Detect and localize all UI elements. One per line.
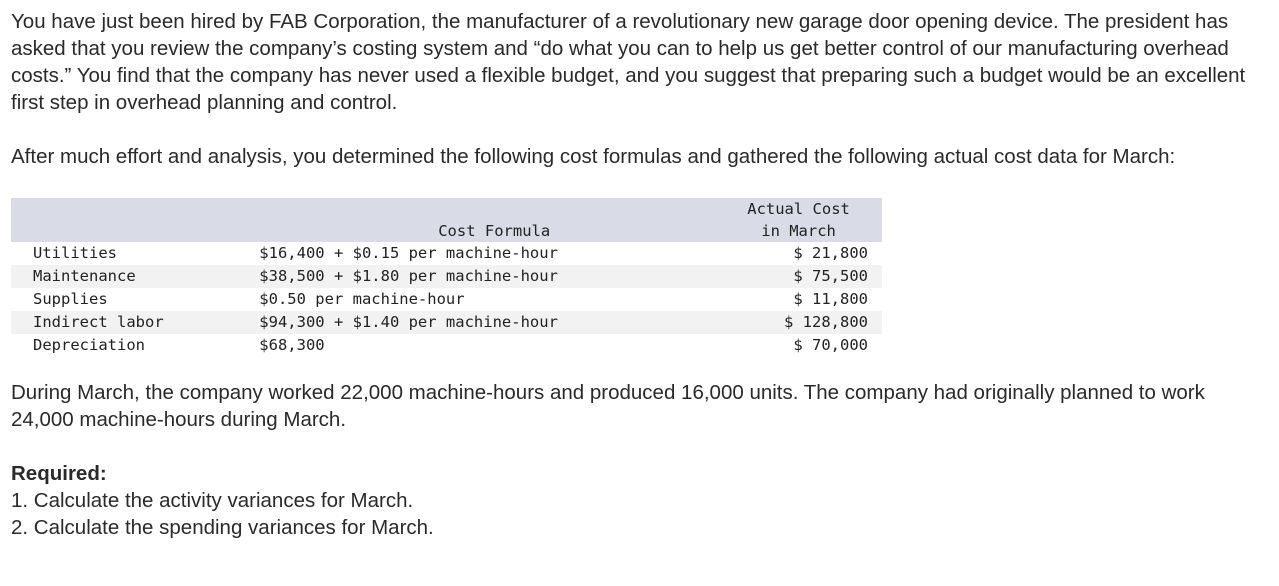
row-item: Supplies xyxy=(33,290,108,308)
march-activity-paragraph: During March, the company worked 22,000 machine-hours and produced 16,000 units. The company had originally planned to work 24,000 machine-hours during March. xyxy=(11,381,1205,431)
table-row xyxy=(11,265,882,288)
row-formula: $0.50 per machine-hour xyxy=(259,290,465,308)
analysis-paragraph: After much effort and analysis, you determined the following cost formulas and gathered the following actual cost data for March: xyxy=(11,145,1176,168)
header-actual-line1: Actual Cost xyxy=(747,200,850,218)
row-actual: $ 128,800 xyxy=(729,311,882,334)
header-actual-line2: in March xyxy=(761,222,836,240)
table-row xyxy=(11,242,882,265)
table-header-row xyxy=(11,198,882,242)
row-formula: $16,400 + $0.15 per machine-hour xyxy=(259,244,558,262)
table-row xyxy=(11,334,882,357)
header-item xyxy=(11,198,259,242)
intro-paragraph: You have just been hired by FAB Corporation, the manufacturer of a revolutionary new garage door opening device. The president has asked that you review the company’s costing system and “do what you can to help us get better control of our manufacturing overhead costs.” You find that the company has never used a flexible budget, and you suggest that preparing such a budget would be an excellent first step in overhead planning and control. xyxy=(11,10,1246,114)
required-item-2: 2. Calculate the spending variances for March. xyxy=(11,516,434,539)
required-section xyxy=(11,460,1273,541)
table-row xyxy=(11,311,882,334)
row-formula: $68,300 xyxy=(259,336,325,354)
required-title: Required: xyxy=(11,462,107,485)
header-actual-cost xyxy=(729,198,882,242)
row-actual: $ 70,000 xyxy=(793,336,868,354)
row-item: Maintenance xyxy=(11,265,259,288)
row-formula: $38,500 + $1.80 per machine-hour xyxy=(259,265,729,288)
table-row xyxy=(11,288,882,311)
cost-table-wrapper xyxy=(11,198,1273,357)
row-item: Utilities xyxy=(33,244,117,262)
row-actual: $ 21,800 xyxy=(793,244,868,262)
row-item: Depreciation xyxy=(33,336,145,354)
cost-formula-table xyxy=(11,198,882,357)
row-actual: $ 75,500 xyxy=(729,265,882,288)
problem-content xyxy=(11,8,1273,541)
row-formula: $94,300 + $1.40 per machine-hour xyxy=(259,311,729,334)
row-item: Indirect labor xyxy=(11,311,259,334)
row-actual: $ 11,800 xyxy=(793,290,868,308)
header-cost-formula: Cost Formula xyxy=(259,198,729,242)
required-item-1: 1. Calculate the activity variances for March. xyxy=(11,489,414,512)
